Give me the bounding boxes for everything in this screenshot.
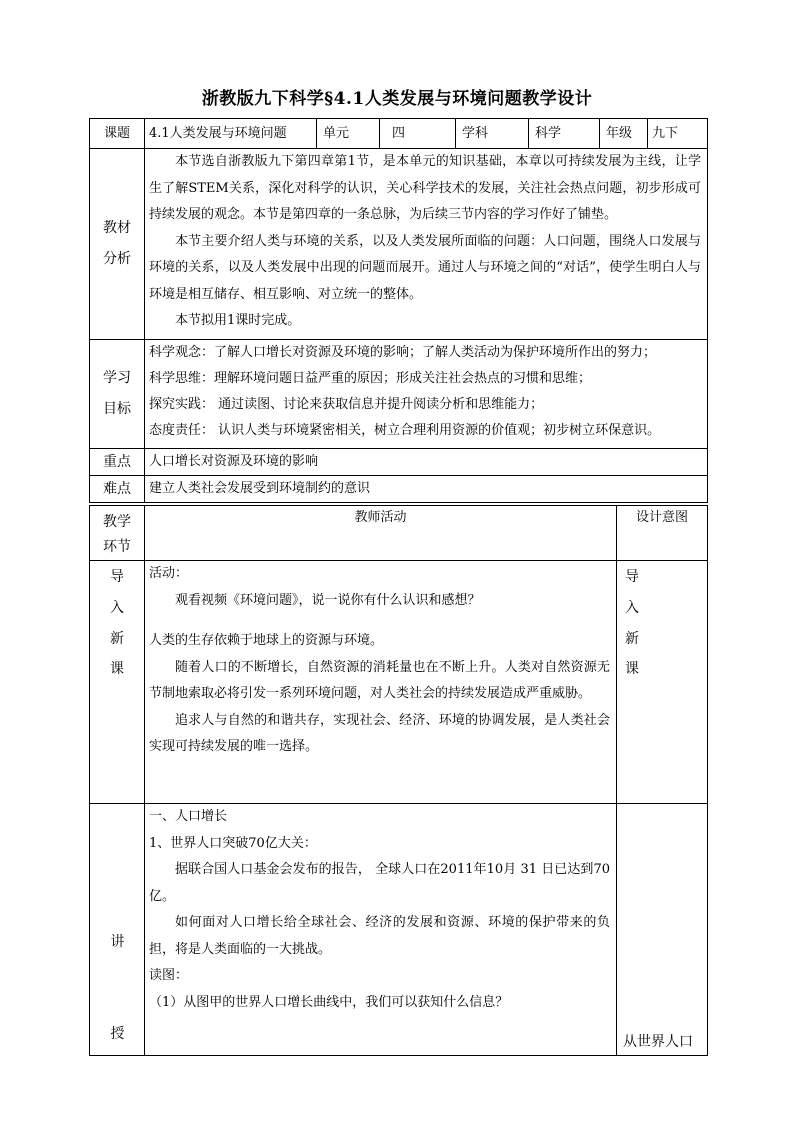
stage-header — [90, 506, 145, 561]
lecture-stage-char: 授 — [110, 1026, 125, 1042]
intro-stage-char: 导 — [110, 569, 124, 585]
intro-teacher-activity — [145, 561, 617, 804]
intro-stage-char: 入 — [110, 599, 124, 616]
course-info-table — [89, 118, 708, 503]
key-point-label: 重点 — [90, 449, 145, 476]
lecture-question: （1）从图甲的世界人口增长曲线中，我们可以获知什么信息？ — [149, 994, 509, 1010]
intro-stage-char: 新 — [110, 630, 124, 647]
lecture-paragraph: 如何面对人口增长给全球社会、经济的发展和资源、环境的保护带来的负担，将是人类面临的一大挑战。 — [149, 915, 610, 957]
material-paragraph: 本节拟用1课时完成。 — [175, 313, 301, 328]
unit-label: 单元 — [317, 119, 380, 149]
lecture-stage-char: 讲 — [110, 934, 125, 950]
teaching-process-table — [89, 505, 708, 1056]
course-label: 课题 — [90, 119, 145, 149]
intro-intent-char: 新 — [625, 630, 639, 647]
lecture-heading: 一、人口增长 — [149, 809, 228, 824]
material-analysis-label — [90, 149, 145, 340]
grade-label: 年级 — [600, 119, 648, 149]
intro-paragraph: 追求人与自然的和谐共存，实现社会、经济、环境的协调发展，是人类社会实现可持续发展的唯一选择。 — [149, 712, 610, 754]
course-value: 4.1人类发展与环境问题 — [145, 119, 317, 149]
intro-intent-char: 课 — [625, 661, 639, 678]
lecture-stage — [90, 804, 145, 1056]
intro-intent-char: 入 — [625, 599, 639, 616]
intro-paragraph: 人类的生存依赖于地球上的资源与环境。 — [149, 633, 384, 648]
stage-header-line1: 教学 — [103, 514, 131, 530]
intro-design-intent — [617, 561, 708, 804]
objective-line: 科学思维：理解环境问题日益严重的原因；形成关注社会热点的习惯和思维； — [149, 371, 592, 386]
subject-label: 学科 — [456, 119, 529, 149]
design-intent-header: 设计意图 — [617, 506, 708, 561]
intro-stage — [90, 561, 145, 804]
lecture-paragraph: 据联合国人口基金会发布的报告， 全球人口在2011年10月 31 日已达到70亿。 — [149, 862, 610, 904]
unit-value: 四 — [380, 119, 456, 149]
material-paragraph: 本节选自浙教版九下第四章第1节，是本单元的知识基础，本章以可持续发展为主线，让学生了解STEM关系，深化对科学的认识，关心科学技术的发展，关注社会热点问题，初步形成可持续发展的观念。本节是第四章的一条总脉，为后续三节内容的学习作好了铺垫。 — [149, 154, 701, 222]
material-label-line2: 分析 — [103, 251, 131, 267]
key-point-value: 人口增长对资源及环境的影响 — [145, 449, 708, 476]
objective-line: 探究实践： 通过读图、讨论来获取信息并提升阅读分析和思维能力； — [149, 397, 544, 412]
read-figure-label: 读图： — [149, 968, 189, 983]
subject-value: 科学 — [529, 119, 600, 149]
objectives-content — [145, 340, 708, 449]
intro-intent-char: 导 — [625, 569, 639, 585]
grade-value: 九下 — [648, 119, 708, 149]
lecture-design-intent: 从世界人口 — [617, 804, 708, 1056]
difficult-point-label: 难点 — [90, 476, 145, 503]
stage-header-line2: 环节 — [103, 539, 131, 555]
teacher-activity-header: 教师活动 — [145, 506, 617, 561]
lecture-teacher-activity — [145, 804, 617, 1056]
material-analysis-content — [145, 149, 708, 340]
document-title: 浙教版九下科学§4.1人类发展与环境问题教学设计 — [201, 89, 593, 109]
objective-line: 科学观念：了解人口增长对资源及环境的影响；了解人类活动为保护环境所作出的努力； — [149, 345, 657, 360]
lecture-subheading: 1、世界人口突破70亿大关： — [149, 835, 317, 851]
material-paragraph: 本节主要介绍人类与环境的关系，以及人类发展所面临的问题：人口问题，围绕人口发展与环境的关系，以及人类发展中出现的问题而展开。通过人与环境之间的“对话”，使学生明白人与环境是相互储存、相互影响、对立统一的整体。 — [149, 233, 701, 302]
activity-text: 观看视频《环境问题》，说一说你有什么认识和感想？ — [175, 592, 481, 608]
intro-paragraph: 随着人口的不断增长，自然资源的消耗量也在不断上升。人类对自然资源无节制地索取必将引发一系列环境问题，对人类社会的持续发展造成严重威胁。 — [149, 659, 610, 701]
difficult-point-value: 建立人类社会发展受到环境制约的意识 — [145, 476, 708, 503]
activity-label: 活动： — [149, 566, 189, 581]
objective-line: 态度责任： 认识人类与环境紧密相关，树立合理利用资源的价值观；初步树立环保意识。 — [149, 423, 661, 438]
intro-stage-char: 课 — [110, 661, 124, 678]
objectives-label — [90, 340, 145, 449]
objectives-label-line1: 学习 — [103, 370, 131, 387]
material-label-line1: 教材 — [103, 220, 131, 237]
objectives-label-line2: 目标 — [103, 401, 131, 417]
